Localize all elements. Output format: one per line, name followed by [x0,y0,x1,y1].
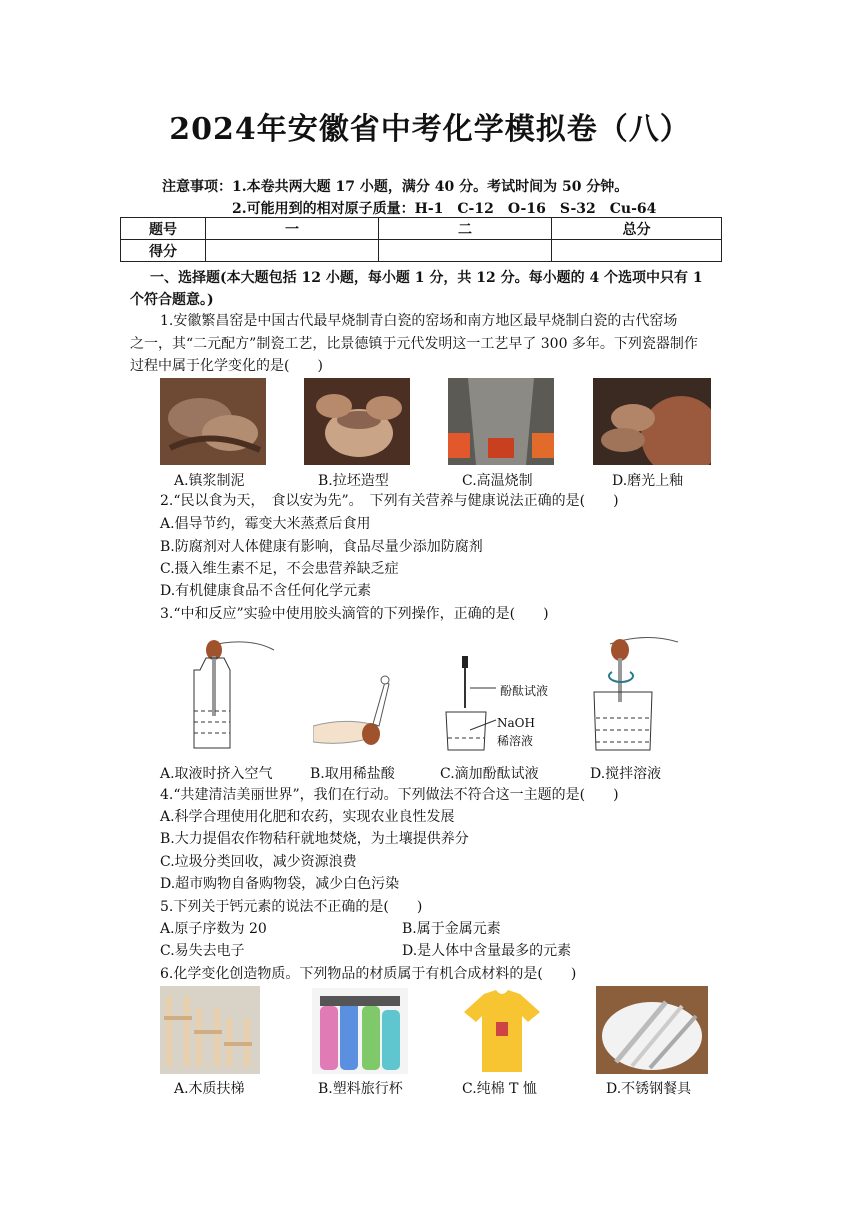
q3-option-a: A.取液时挤入空气 [160,766,273,782]
q5-option-d: D.是人体中含量最多的元素 [402,943,572,959]
q6-image-b [312,988,408,1074]
q4-option-a: A.科学合理使用化肥和农药，实现农业良性发展 [160,809,455,825]
q3-diagram-b [313,666,393,752]
q1-image-b [304,378,410,465]
q6-image-d [596,986,708,1074]
q1-image-d [593,378,711,465]
score-table [120,217,722,262]
q2-stem: 2.“民以食为天， 食以安为先”。 下列有关营养与健康说法正确的是( ) [160,493,619,509]
score-header-total: 总分 [552,218,722,240]
q1-image-a [160,378,266,465]
q6-option-b: B.塑料旅行杯 [318,1081,403,1097]
q2-option-c: C.摄入维生素不足，不会患营养缺乏症 [160,561,399,577]
q4-option-b: B.大力提倡农作物秸秆就地焚烧，为土壤提供养分 [160,831,469,847]
q6-image-a [160,986,260,1074]
q6-stem: 6.化学变化创造物质。下列物品的材质属于有机合成材料的是( ) [160,966,577,982]
score-cell-part1[interactable] [206,240,379,262]
q5-option-b: B.属于金属元素 [402,921,501,937]
q3-diagram-d [590,632,680,754]
q1-stem-line-3: 过程中属于化学变化的是( ) [130,358,323,374]
q3-option-c: C.滴加酚酞试液 [440,766,539,782]
q1-stem-line-2: 之一，其“二元配方”制瓷工艺，比景德镇于元代发明这一工艺早了 300 多年。下列瓷器制作 [130,336,698,352]
score-header-part2: 二 [379,218,552,240]
page-title: 2024年安徽省中考化学模拟卷（八） [169,112,691,147]
q6-option-d: D.不锈钢餐具 [606,1081,692,1097]
q3-label-naoh: NaOH [497,716,535,730]
section-heading-cont: 个符合题意。) [130,292,214,308]
q4-stem: 4.“共建清洁美丽世界”，我们在行动。下列做法不符合这一主题的是( ) [160,787,619,803]
q3-diagram-a [188,636,276,754]
q4-option-d: D.超市购物自备购物袋，减少白色污染 [160,876,400,892]
q1-option-c: C.高温烧制 [462,473,533,489]
q3-label-dilute-solution: 稀溶液 [497,734,534,748]
q5-option-a: A.原子序数为 20 [160,921,267,937]
q6-image-c [462,988,542,1074]
score-cell-part2[interactable] [379,240,552,262]
notice-line-1: 注意事项：1.本卷共两大题 17 小题，满分 40 分。考试时间为 50 分钟。 [162,179,629,195]
q6-option-c: C.纯棉 T 恤 [462,1081,537,1097]
q2-option-b: B.防腐剂对人体健康有影响，食品尽量少添加防腐剂 [160,539,483,555]
q6-option-a: A.木质扶梯 [174,1081,245,1097]
notice-line-2: 2.可能用到的相对原子质量：H-1 C-12 O-16 S-32 Cu-64 [232,201,657,217]
q3-stem: 3.“中和反应”实验中使用胶头滴管的下列操作，正确的是( ) [160,606,549,622]
score-header-part1: 一 [206,218,379,240]
q3-option-d: D.搅拌溶液 [590,766,662,782]
section-heading: 一、选择题(本大题包括 12 小题，每小题 1 分，共 12 分。每小题的 4 个选项中只有 1 [150,270,703,286]
q2-option-a: A.倡导节约，霉变大米蒸煮后食用 [160,516,371,532]
q5-option-c: C.易失去电子 [160,943,245,959]
score-cell-total[interactable] [552,240,722,262]
q1-option-b: B.拉坯造型 [318,473,389,489]
q2-option-d: D.有机健康食品不含任何化学元素 [160,583,372,599]
q1-stem-line-1: 1.安徽繁昌窑是中国古代最早烧制青白瓷的窑场和南方地区最早烧制白瓷的古代窑场 [160,313,678,329]
q3-option-b: B.取用稀盐酸 [310,766,395,782]
q3-label-phenolphthalein: 酚酞试液 [500,684,549,698]
q1-image-c [448,378,554,465]
q1-option-a: A.镇浆制泥 [174,473,245,489]
q5-stem: 5.下列关于钙元素的说法不正确的是( ) [160,899,423,915]
q4-option-c: C.垃圾分类回收，减少资源浪费 [160,854,357,870]
q1-option-d: D.磨光上釉 [612,473,684,489]
score-header-number: 题号 [121,218,206,240]
score-row-label: 得分 [121,240,206,262]
